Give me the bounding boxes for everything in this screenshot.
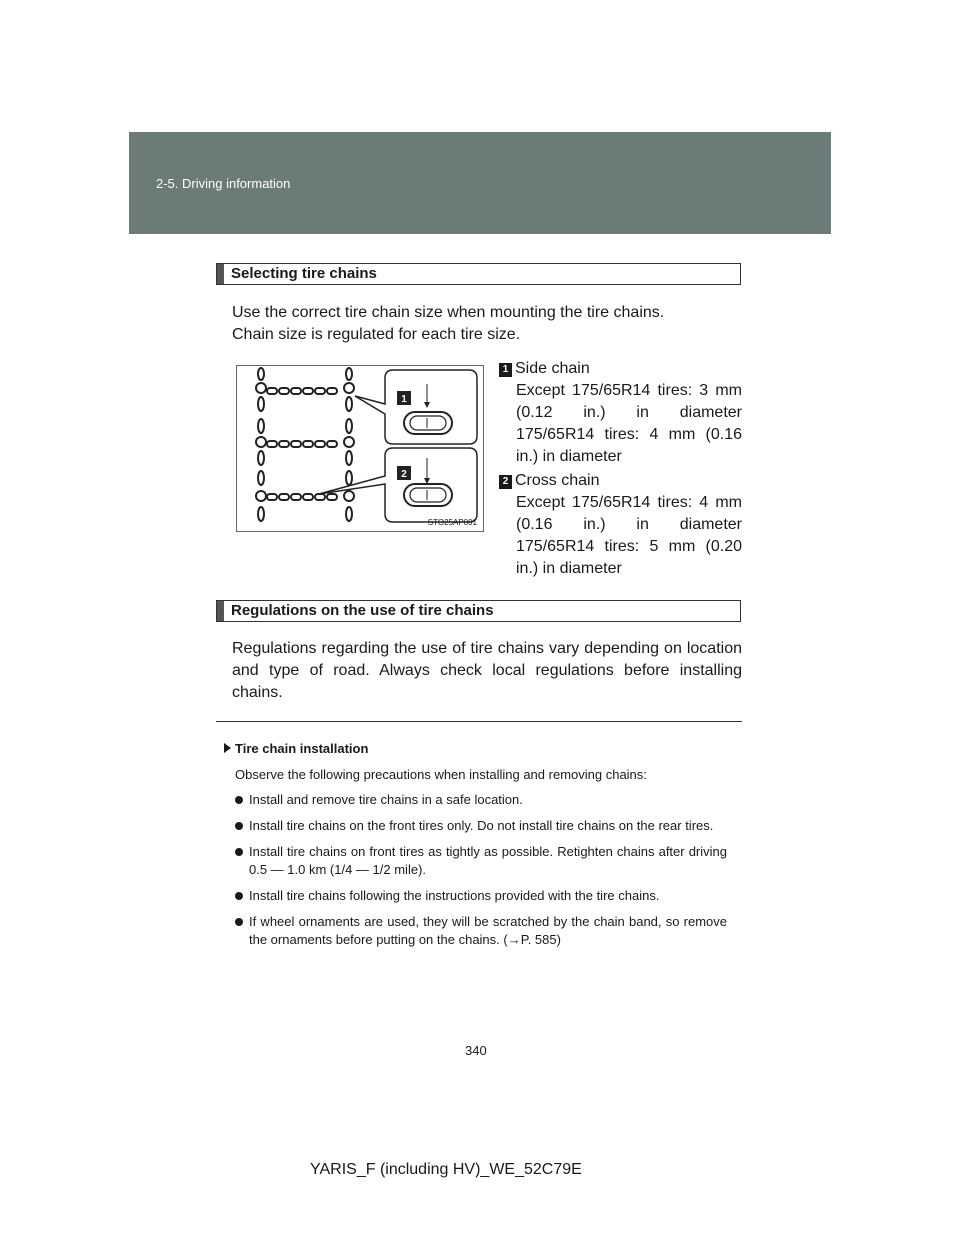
- heading-accent: [217, 264, 224, 284]
- chain-diagram: [237, 366, 483, 531]
- regulations-paragraph: Regulations regarding the use of tire chains vary depending on location and type of road. Always check local regulations before installing chains.: [232, 640, 742, 701]
- list-item: If wheel ornaments are used, they will be scratched by the chain band, so remove the ornaments before putting on the chains. (→P. 585): [235, 913, 727, 949]
- note-intro: Observe the following precautions when installing and removing chains:: [235, 767, 647, 782]
- bullet-dot-icon: [235, 848, 243, 856]
- list-item: Install tire chains following the instructions provided with the tire chains.: [235, 887, 727, 905]
- left-vertical-chain: [256, 368, 266, 521]
- list-item: Install and remove tire chains in a safe location.: [235, 791, 727, 809]
- cross-chain-top: [267, 388, 337, 394]
- bullet-dot-icon: [235, 892, 243, 900]
- triangle-bullet-icon: [224, 743, 231, 753]
- heading-accent: [217, 601, 224, 621]
- bullet-dot-icon: [235, 796, 243, 804]
- note-title: Tire chain installation: [224, 741, 368, 756]
- tire-chain-illustration: [236, 365, 484, 532]
- list-item: Install tire chains on front tires as tightly as possible. Retighten chains after driving 0.5 — 1.0 km (1/4 — 1/2 mile).: [235, 843, 727, 879]
- list-item-cross-chain: [499, 470, 742, 580]
- item-number-1: 1: [499, 363, 512, 377]
- svg-text:1: 1: [401, 394, 407, 405]
- list-item: Install tire chains on the front tires only. Do not install tire chains on the rear tires.: [235, 817, 727, 835]
- intro-line-1: Use the correct tire chain size when mounting the tire chains.: [232, 304, 665, 321]
- section-breadcrumb: 2-5. Driving information: [156, 176, 291, 191]
- list-item-side-chain: [499, 358, 742, 468]
- item-label: Side chain: [515, 360, 590, 377]
- divider: [216, 721, 742, 722]
- section-title: Regulations on the use of tire chains: [231, 602, 494, 619]
- cross-chain-middle: [267, 441, 337, 447]
- item-detail: Except 175/65R14 tires: 3 mm (0.12 in.) in diameter 175/65R14 tires: 4 mm (0.16 in.) in diameter: [516, 382, 742, 465]
- section-title: Selecting tire chains: [231, 265, 377, 282]
- document-code: YARIS_F (including HV)_WE_52C79E: [310, 1161, 582, 1178]
- bullet-dot-icon: [235, 822, 243, 830]
- precaution-list: [235, 791, 727, 957]
- page-number: 340: [465, 1043, 487, 1058]
- intro-line-2: Chain size is regulated for each tire size.: [232, 326, 521, 343]
- item-number-2: 2: [499, 475, 512, 489]
- item-label: Cross chain: [515, 472, 600, 489]
- item-detail: Except 175/65R14 tires: 4 mm (0.16 in.) in diameter 175/65R14 tires: 5 mm (0.20 in.) in diameter: [516, 494, 742, 577]
- cross-chain-bottom: [267, 494, 337, 500]
- svg-text:2: 2: [401, 469, 407, 480]
- right-vertical-chain: [344, 368, 354, 521]
- section-heading-selecting: [216, 263, 741, 285]
- figure-code: STO25AP001: [427, 518, 477, 527]
- section-heading-regulations: [216, 600, 741, 622]
- bullet-dot-icon: [235, 918, 243, 926]
